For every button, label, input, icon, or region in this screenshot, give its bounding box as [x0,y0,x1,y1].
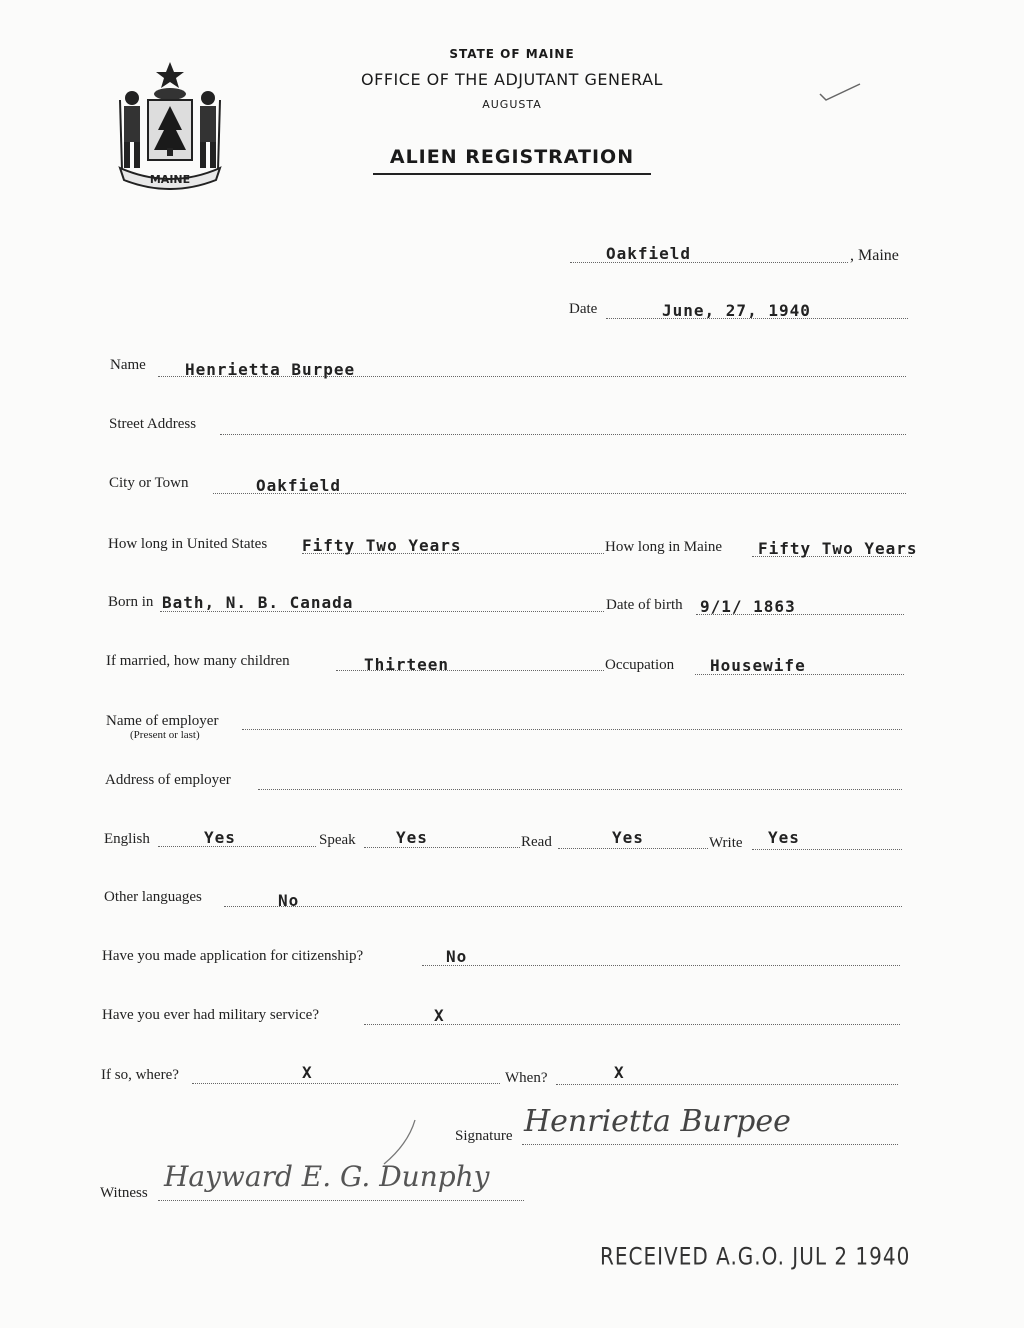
employer-sublabel: (Present or last) [130,729,200,741]
citizenship-value: No [446,947,468,966]
speak-value: Yes [396,828,428,847]
date-label: Date [569,301,598,317]
citizenship-label: Have you made application for citizenship? [102,948,364,964]
employer-label: Name of employer [106,713,219,729]
english-value: Yes [204,828,236,847]
children-value: Thirteen [364,655,450,674]
maine-years-label: How long in Maine [605,539,723,555]
other-languages-label: Other languages [104,889,202,905]
read-label: Read [521,834,552,850]
pen-stroke-icon [380,1118,420,1168]
when-value: X [614,1063,625,1082]
city-label: City or Town [109,475,189,491]
street-label: Street Address [109,416,197,432]
witness-label: Witness [100,1185,148,1201]
born-value: Bath, N. B. Canada [162,593,354,612]
state-suffix: , Maine [850,247,899,264]
occupation-label: Occupation [605,657,675,673]
state-heading: STATE OF MAINE [449,47,575,61]
name-value: Henrietta Burpee [185,360,356,379]
maine-years-value: Fifty Two Years [758,539,918,558]
town-value: Oakfield [606,244,692,263]
dob-value: 9/1/ 1863 [700,597,796,616]
check-mark-icon [818,82,862,104]
where-value: X [302,1063,313,1082]
where-label: If so, where? [101,1067,179,1083]
name-label: Name [110,357,146,373]
witness-handwriting: Hayward E. G. Dunphy [164,1160,490,1193]
office-heading: OFFICE OF THE ADJUTANT GENERAL [361,70,663,89]
date-value: June, 27, 1940 [662,301,811,320]
form-title: ALIEN REGISTRATION [389,146,635,168]
dob-label: Date of birth [606,597,683,613]
military-value: X [434,1006,445,1025]
city-value: Oakfield [256,476,342,495]
speak-label: Speak [319,832,356,848]
write-label: Write [709,835,743,851]
when-label: When? [505,1070,548,1086]
other-languages-value: No [278,891,300,910]
us-years-value: Fifty Two Years [302,536,462,555]
title-underline [373,173,651,175]
children-label: If married, how many children [106,653,290,669]
city-heading: AUGUSTA [482,98,542,111]
military-label: Have you ever had military service? [102,1007,319,1023]
write-value: Yes [768,828,800,847]
born-label: Born in [108,594,154,610]
occupation-value: Housewife [710,656,806,675]
read-value: Yes [612,828,644,847]
us-years-label: How long in United States [108,536,268,552]
english-label: English [104,831,150,847]
signature-handwriting: Henrietta Burpee [524,1104,791,1139]
received-stamp: RECEIVED A.G.O. JUL 2 1940 [600,1241,911,1271]
employer-address-label: Address of employer [105,772,231,788]
seal-banner-text: MAINE [149,173,191,186]
signature-label: Signature [455,1128,513,1144]
